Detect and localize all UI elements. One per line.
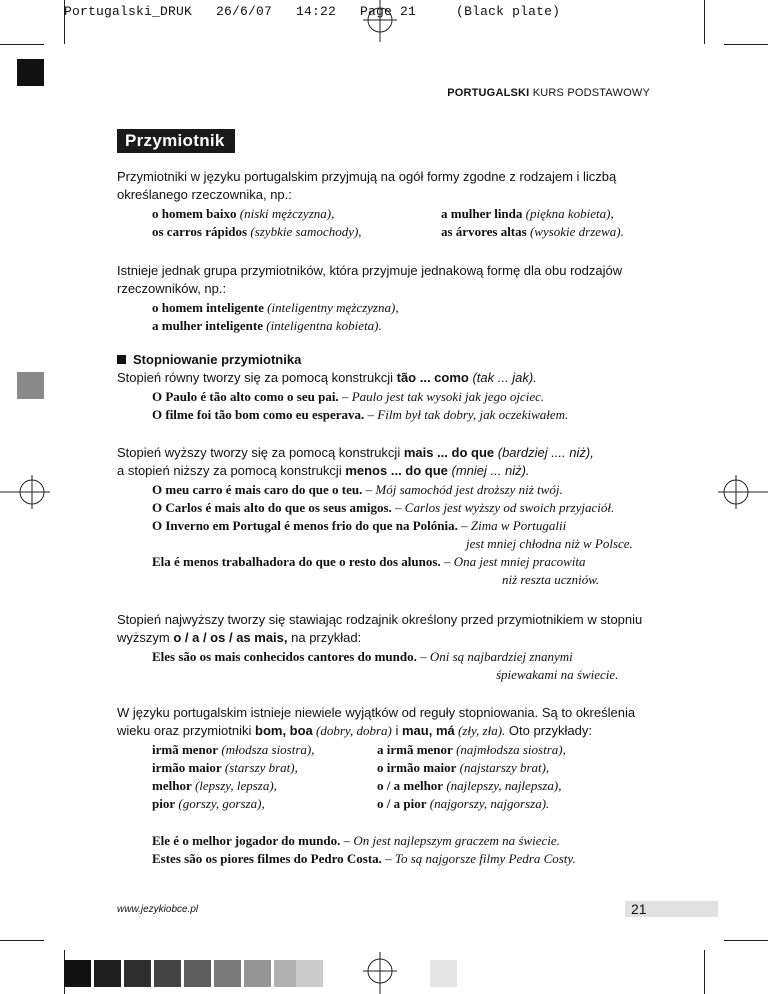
example: a mulher linda (piękna kobieta), (441, 206, 614, 221)
example: os carros rápidos (szybkie samochody), (152, 224, 362, 239)
example-continuation: jest mniej chłodna niż w Polsce. (466, 536, 633, 551)
gray-square-mark (17, 372, 44, 399)
exception-left: pior (gorszy, gorsza), (152, 796, 265, 811)
example: o homem baixo (niski mężczyzna), (152, 206, 335, 221)
exception-right: a irmã menor (najmłodsza siostra), (377, 742, 566, 757)
section-title: Przymiotnik (117, 129, 235, 153)
registration-mark-bottom (355, 944, 405, 994)
example: Estes são os piores filmes do Pedro Costa. – To są najgorsze filmy Pedra Costy. (152, 851, 576, 866)
exception-right: o / a melhor (najlepszy, najlepsza), (377, 778, 562, 793)
exception-left: melhor (lepszy, lepsza), (152, 778, 277, 793)
group-paragraph: Istnieje jednak grupa przymiotników, która przyjmuje jednakową formę dla obu rodzajów rzeczowników, np.: (117, 263, 623, 296)
exception-left: irmão maior (starszy brat), (152, 760, 298, 775)
exceptions-rule: W języku portugalskim istnieje niewiele wyjątków od reguły stopniowania. Są to określenia wieku oraz przymiotniki bom, boa (dobry, dobra) i mau, má (zły, zła). Oto przykłady: (117, 705, 636, 738)
example: o homem inteligente (inteligentny mężczyzna), (152, 300, 399, 315)
intro-line: określanego rzeczownika, np.: (117, 187, 292, 202)
example: O Inverno em Portugal é menos frio do que na Polónia. – Zima w Portugalii (152, 518, 567, 533)
example: O meu carro é mais caro do que o teu. – Mój samochód jest droższy niż twój. (152, 482, 563, 497)
example: O Paulo é tão alto como o seu pai. – Paulo jest tak wysoki jak jego ojciec. (152, 389, 545, 404)
comparative-rule: Stopień wyższy tworzy się za pomocą konstrukcji mais ... do que (bardziej .... niż), a stopień niższy za pomocą konstrukcji menos ... do que (mniej ... niż). (117, 445, 594, 478)
example: O filme foi tão bom como eu esperava. – Film był tak dobry, jak oczekiwałem. (152, 407, 569, 422)
registration-mark-left (0, 467, 50, 517)
header-brand: PORTUGALSKI (447, 87, 530, 99)
footer-url: www.jezykiobce.pl (117, 904, 199, 915)
example: a mulher inteligente (inteligentna kobieta). (152, 318, 382, 333)
example: Ele é o melhor jogador do mundo. – On jest najlepszym graczem na świecie. (152, 833, 560, 848)
example-continuation: śpiewakami na świecie. (496, 667, 619, 682)
example: Eles são os mais conhecidos cantores do mundo. – Oni są najbardziej znanymi (152, 649, 573, 664)
print-slug: Portugalski_DRUK 26/6/07 14:22 Page 21 (Black plate) (64, 4, 561, 19)
intro-line: Przymiotniki w języku portugalskim przyjmują na ogół formy zgodne z rodzajem i liczbą (117, 169, 617, 184)
example: as árvores altas (wysokie drzewa). (441, 224, 624, 239)
example: O Carlos é mais alto do que os seus amigos. – Carlos jest wyższy od swoich przyjaciół. (152, 500, 615, 515)
equal-degree-rule: Stopień równy tworzy się za pomocą konstrukcji tão ... como (tak ... jak). (117, 370, 537, 385)
header-course: KURS PODSTAWOWY (532, 87, 650, 99)
page-number: 21 (625, 901, 718, 917)
registration-mark-right (718, 467, 768, 517)
exception-right: o irmão maior (najstarszy brat), (377, 760, 550, 775)
exception-left: irmã menor (młodsza siostra), (152, 742, 315, 757)
example: Ela é menos trabalhadora do que o resto dos alunos. – Ona jest mniej pracowita (152, 554, 586, 569)
black-square-mark (17, 59, 44, 86)
exception-right: o / a pior (najgorszy, najgorsza). (377, 796, 550, 811)
superlative-rule: Stopień najwyższy tworzy się stawiając rodzajnik określony przed przymiotnikiem w stopniu wyższym o / a / os / as mais, na przykład: (117, 612, 643, 645)
square-bullet-icon (117, 355, 126, 364)
example-continuation: niż reszta uczniów. (502, 572, 600, 587)
subsection-heading: Stopniowanie przymiotnika (117, 352, 301, 367)
intro-paragraph (117, 168, 616, 204)
running-header (447, 87, 650, 99)
